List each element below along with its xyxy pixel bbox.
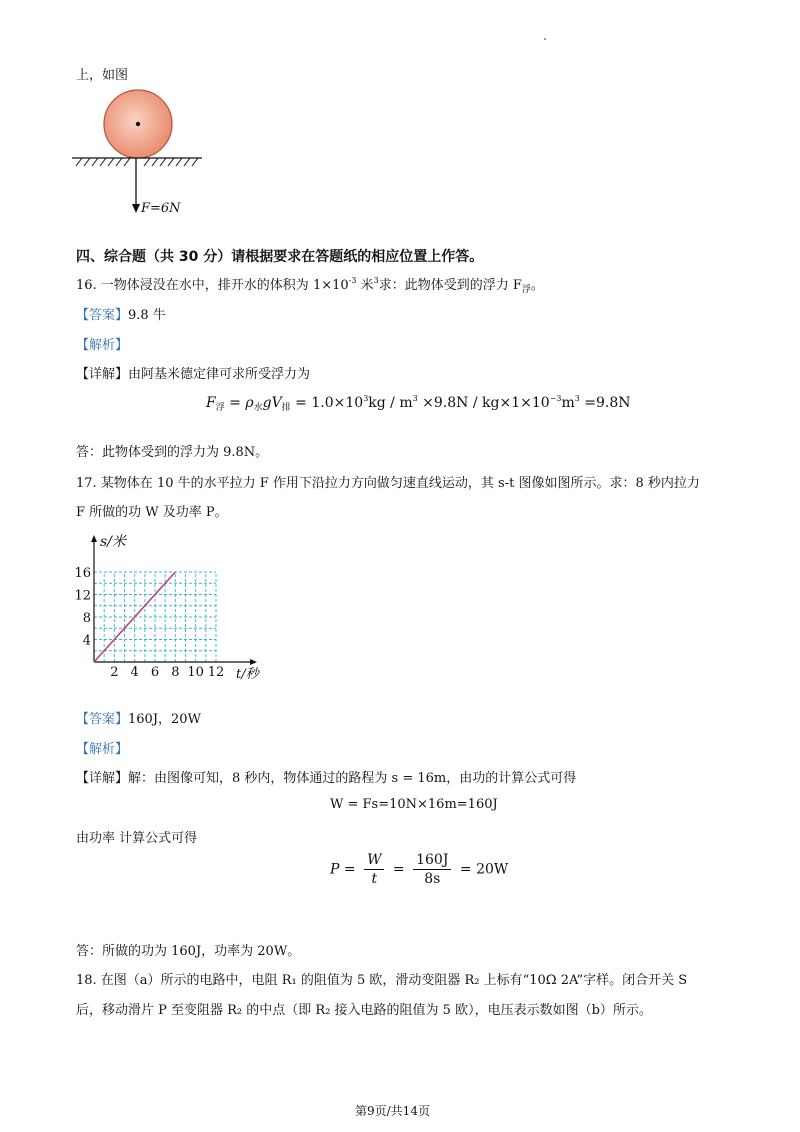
x-tick-label: 6 — [150, 665, 160, 680]
q17-answer: 【答案】160J，20W — [76, 712, 201, 727]
ball-center-dot — [136, 122, 140, 126]
y-axis-label: s/米 — [100, 534, 126, 550]
page-footer: 第9页/共14页 — [355, 1104, 430, 1118]
q17-conclusion: 答：所做的功为 160J，功率为 20W。 — [76, 944, 301, 959]
q16-analysis-tag: 【解析】 — [76, 338, 129, 353]
q17-detail: 【详解】解：由图像可知，8 秒内，物体通过的路程为 s = 16m，由功的计算公式可得 — [76, 771, 577, 786]
y-tick-label: 4 — [82, 633, 91, 649]
x-axis-label: t/秒 — [236, 667, 259, 682]
x-tick-label: 4 — [130, 665, 139, 680]
x-tick-label: 12 — [207, 665, 225, 680]
q17-work-equation: W = Fs=10N×16m=160J — [330, 797, 498, 812]
y-tick-label: 12 — [74, 588, 91, 604]
s-t-chart — [70, 526, 300, 686]
x-axis-arrow — [250, 659, 257, 665]
q18-stem-line2: 后，移动滑片 P 至变阻器 R₂ 的中点（即 R₂ 接入电路的阻值为 5 欧），电压表示数如图（b）所示。 — [76, 1003, 652, 1018]
ball-force-figure — [70, 88, 210, 218]
q17-stem-line1: 17. 某物体在 10 牛的水平拉力 F 作用下沿拉力方向做匀速直线运动，其 s-t 图像如图所示。求：8 秒内拉力 — [76, 476, 700, 491]
q16-detail: 【详解】由阿基米德定律可求所受浮力为 — [76, 367, 311, 382]
q17-stem-line2: F 所做的功 W 及功率 P。 — [76, 505, 228, 520]
q18-stem-line1: 18. 在图（a）所示的电路中，电阻 R₁ 的阻值为 5 欧，滑动变阻器 R₂ 上标有“10Ω 2A”字样。闭合开关 S — [76, 973, 688, 988]
q17-power-equation: P = $\frac{W}{t}$ = $\frac{160J}{8s}$ = 20W — [330, 852, 509, 887]
section-four-title: 四、综合题（共 30 分）请根据要求在答题纸的相应位置上作答。 — [76, 249, 484, 265]
intro-text: 上，如图 — [76, 68, 129, 83]
x-tick-label: 10 — [187, 665, 204, 680]
q16-conclusion: 答：此物体受到的浮力为 9.8N。 — [76, 445, 269, 460]
ground-hatch — [76, 158, 198, 166]
y-tick-label: 16 — [74, 566, 91, 581]
header-mark — [544, 38, 546, 40]
q16-stem: 16. 一物体浸没在水中，排开水的体积为 $1\times 10^{-3}$ 米$^3$求：此物体受到的浮力 $F_浮$。 — [76, 276, 544, 295]
y-axis-arrow — [91, 535, 97, 542]
q16-answer: 【答案】9.8 牛 — [76, 308, 166, 323]
q17-analysis-tag: 【解析】 — [76, 742, 129, 757]
force-arrow-head — [132, 204, 140, 213]
y-tick-label: 8 — [82, 611, 91, 626]
force-label: F=6N — [141, 201, 181, 216]
q16-equation: $F_浮 = \rho_水gV_排 = 1.0\times 10^3kg / m^3 \times 9.8N / kg\times 1\times 10^{-3}m^3 =9.8N$ — [206, 394, 631, 413]
x-tick-label: 8 — [171, 665, 180, 680]
q17-power-text: 由功率 计算公式可得 — [76, 831, 198, 846]
x-tick-label: 2 — [110, 665, 119, 680]
